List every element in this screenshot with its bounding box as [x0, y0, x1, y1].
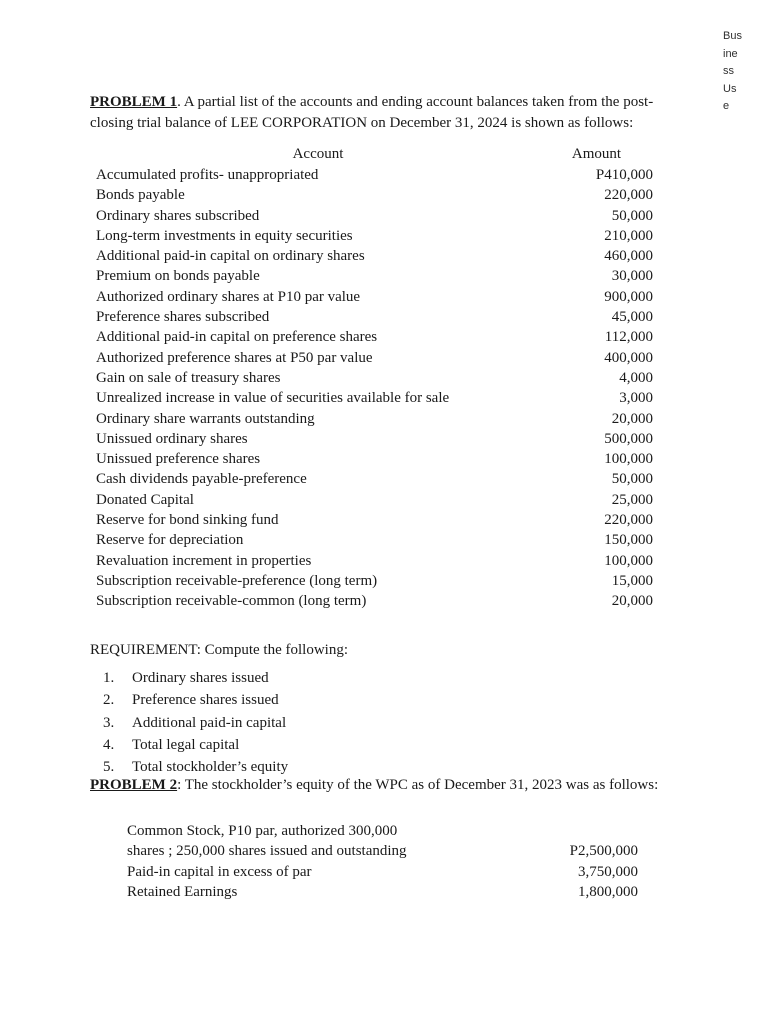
table-row — [96, 490, 653, 510]
classification-label-line: ine — [723, 47, 738, 60]
account-amount: P410,000 — [595, 167, 653, 183]
account-amount: 460,000 — [604, 248, 653, 265]
account-name: Revaluation increment in properties — [96, 552, 312, 569]
account-amount: 20,000 — [611, 410, 653, 427]
account-amount: 900,000 — [604, 288, 653, 305]
account-amount: 20,000 — [611, 593, 653, 610]
account-amount: 30,000 — [611, 268, 653, 285]
list-item-number: 3. — [103, 714, 115, 731]
list-item-text: Total legal capital — [132, 736, 240, 753]
account-amount: 45,000 — [611, 309, 653, 326]
table-row — [96, 530, 653, 550]
account-name: Unissued ordinary shares — [96, 430, 248, 447]
table-row — [96, 165, 653, 185]
list-item-text: Preference shares issued — [132, 692, 279, 709]
table-row — [96, 571, 653, 591]
account-name: Authorized preference shares at P50 par value — [96, 349, 373, 366]
equity-row — [127, 882, 638, 902]
account-name: Unissued preference shares — [96, 451, 261, 468]
classification-label — [723, 28, 757, 116]
list-item-number: 5. — [103, 759, 115, 776]
account-name: Preference shares subscribed — [96, 309, 270, 326]
account-amount: 100,000 — [604, 552, 653, 569]
table-row — [96, 246, 653, 266]
equity-label: Retained Earnings — [127, 883, 238, 900]
account-name: Subscription receivable-common (long term) — [96, 593, 367, 610]
account-amount: 500,000 — [604, 430, 653, 447]
table-row — [96, 287, 653, 307]
equity-row — [127, 862, 638, 882]
problem1-intro-text: . A partial list of the accounts and ending account balances taken from the post-closing trial balance of LEE CORPORATION on December 31, 2024 is shown as follows: — [90, 94, 654, 131]
problem2-intro-text: : The stockholder’s equity of the WPC as of December 31, 2023 was as follows: — [177, 777, 659, 793]
account-amount: 3,000 — [619, 390, 653, 407]
amount-column-header: Amount — [571, 146, 622, 162]
equity-label: Common Stock, P10 par, authorized 300,000 — [127, 823, 398, 839]
account-name: Long-term investments in equity securities — [96, 227, 353, 244]
list-item — [103, 667, 288, 689]
table-row — [96, 551, 653, 571]
account-name: Reserve for depreciation — [96, 532, 244, 549]
equity-row — [127, 821, 638, 841]
account-name: Reserve for bond sinking fund — [96, 512, 279, 529]
list-item — [103, 712, 288, 734]
list-item — [103, 689, 288, 711]
account-name: Donated Capital — [96, 491, 194, 508]
account-name: Cash dividends payable-preference — [96, 471, 307, 488]
table-row — [96, 449, 653, 469]
classification-label-line: e — [723, 100, 730, 112]
table-row — [96, 266, 653, 286]
accounts-table-header — [96, 144, 653, 165]
account-amount: 50,000 — [611, 207, 653, 224]
account-name: Accumulated profits- unappropriated — [96, 167, 319, 183]
account-amount: 210,000 — [604, 227, 653, 244]
table-row — [96, 206, 653, 226]
requirement-heading: REQUIREMENT: Compute the following: — [90, 642, 348, 658]
accounts-table — [96, 144, 653, 612]
account-amount: 220,000 — [604, 187, 653, 204]
problem2-intro — [90, 775, 715, 796]
problem1-intro — [90, 92, 672, 134]
equity-amount: P2,500,000 — [569, 843, 638, 860]
account-amount: 220,000 — [604, 512, 653, 529]
list-item — [103, 734, 288, 756]
table-row — [96, 388, 653, 408]
table-row — [96, 409, 653, 429]
table-row — [96, 348, 653, 368]
table-row — [96, 510, 653, 530]
table-row — [96, 429, 653, 449]
equity-amount: 1,800,000 — [578, 883, 638, 900]
account-amount: 112,000 — [604, 329, 653, 346]
list-item-text: Additional paid-in capital — [132, 714, 287, 731]
account-amount: 25,000 — [611, 491, 653, 508]
account-amount: 100,000 — [604, 451, 653, 468]
table-row — [96, 185, 653, 205]
equity-label: Paid-in capital in excess of par — [127, 863, 312, 880]
account-amount: 15,000 — [611, 572, 653, 589]
problem1-title: PROBLEM 1 — [90, 94, 178, 110]
account-name: Premium on bonds payable — [96, 268, 260, 285]
list-item-number: 2. — [103, 692, 115, 709]
account-name: Ordinary share warrants outstanding — [96, 410, 315, 427]
account-name: Subscription receivable-preference (long term) — [96, 572, 378, 589]
equity-amount — [518, 821, 638, 841]
table-row — [96, 226, 653, 246]
account-name: Ordinary shares subscribed — [96, 207, 260, 224]
account-name: Authorized ordinary shares at P10 par value — [96, 288, 361, 305]
equity-row — [127, 841, 638, 861]
problem2-title: PROBLEM 2 — [90, 777, 178, 793]
equity-label: shares ; 250,000 shares issued and outstanding — [127, 843, 407, 860]
account-name: Additional paid-in capital on ordinary shares — [96, 248, 365, 265]
classification-label-line: Us — [723, 82, 737, 95]
account-name: Gain on sale of treasury shares — [96, 369, 281, 386]
list-item-number: 1. — [103, 670, 115, 686]
table-row — [96, 368, 653, 388]
account-amount: 4,000 — [619, 369, 653, 386]
requirements-list — [103, 667, 288, 778]
account-amount: 50,000 — [611, 471, 653, 488]
table-row — [96, 469, 653, 489]
account-name: Unrealized increase in value of securities available for sale — [96, 390, 450, 407]
account-column-header: Account — [292, 146, 344, 162]
account-name: Additional paid-in capital on preference shares — [96, 329, 378, 346]
accounts-table-body — [96, 165, 653, 612]
equity-table — [127, 821, 638, 902]
classification-label-line: ss — [723, 65, 734, 77]
account-amount: 400,000 — [604, 349, 653, 366]
classification-label-line: Bus — [723, 30, 742, 42]
list-item-number: 4. — [103, 736, 115, 753]
account-name: Bonds payable — [96, 187, 185, 204]
equity-amount: 3,750,000 — [578, 863, 638, 880]
list-item-text: Ordinary shares issued — [132, 670, 269, 686]
table-row — [96, 327, 653, 347]
table-row — [96, 591, 653, 611]
list-item-text: Total stockholder’s equity — [132, 759, 289, 776]
account-amount: 150,000 — [604, 532, 653, 549]
table-row — [96, 307, 653, 327]
